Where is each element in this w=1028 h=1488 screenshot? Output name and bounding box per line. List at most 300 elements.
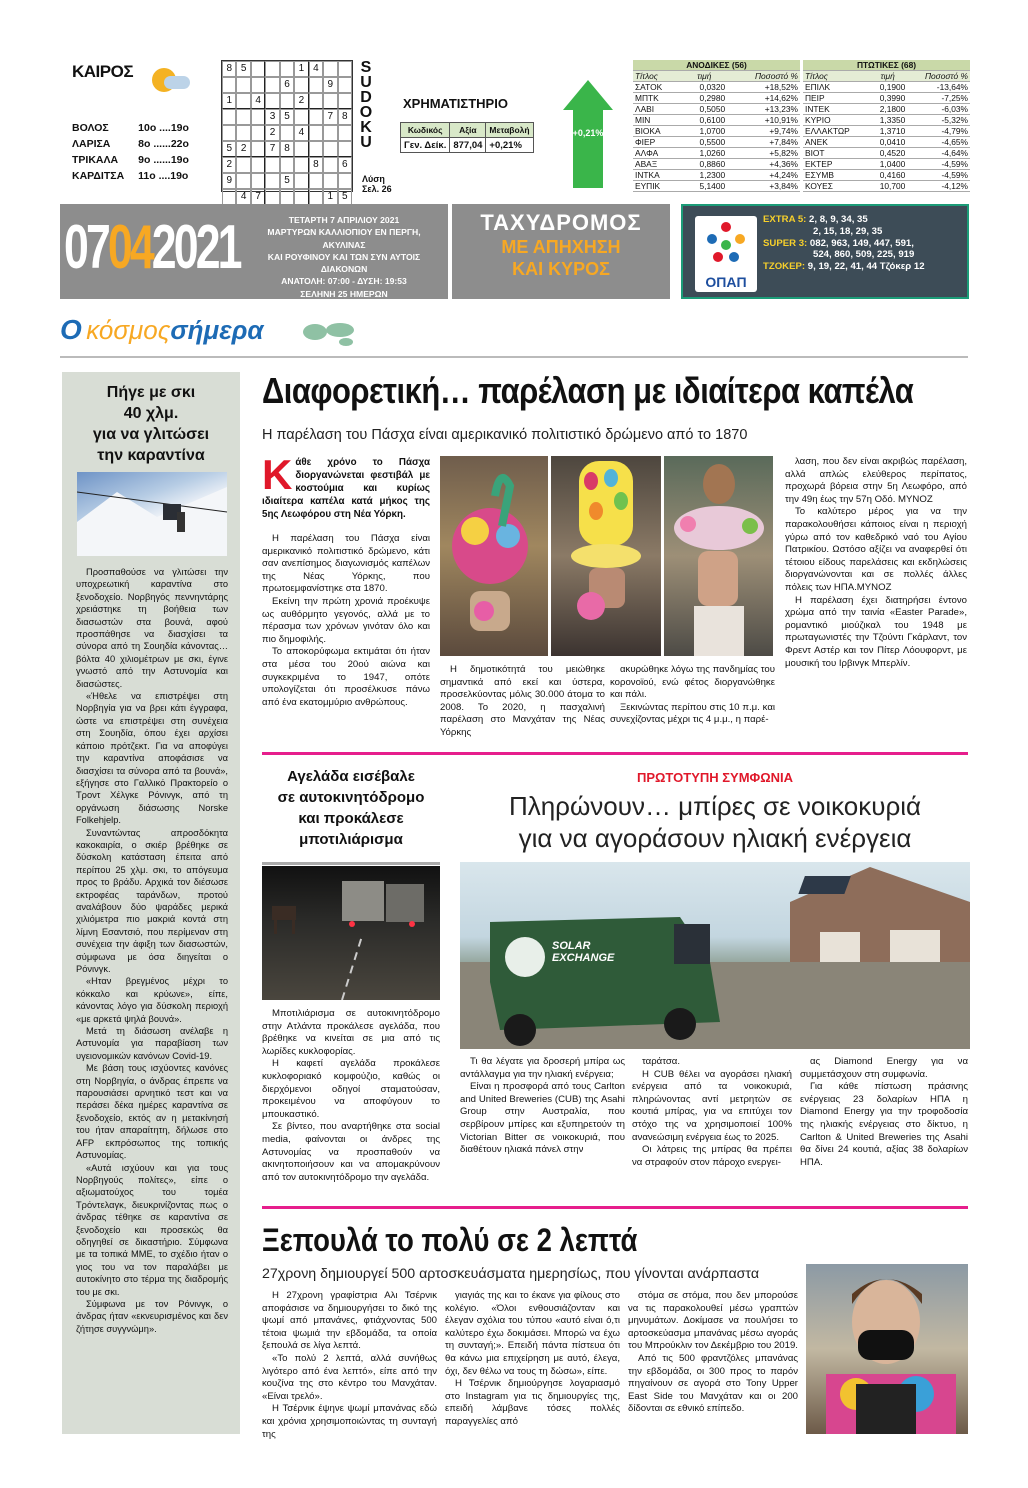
sudoku-cell <box>323 61 337 77</box>
paragraph: «Αυτά ισχύουν και για τους Νορβηγούς πολίτες», είπε ο αξιωματούχος του τομέα Τρόντελαγκ, διευκρινίζοντας πως ο άνδρας τέθηκε σε καραντίνα σε ξενοδοχείο και προσεκώς θα οδηγηθεί σε δικαστήριο. Σύμφωνα με τα τοπικά ΜΜΕ, το σχέδιο ήταν ο γιος του να τον παραλάβει με αυτοκίνητο στο τέρμα της διαδρομής του με σκι. <box>76 1162 228 1297</box>
stock-price: 0,4160 <box>868 170 907 181</box>
paragraph: Η παρέλαση έχει διατηρήσει έντονο χρώμα από την ταινία «Easter Parade», ρομαντικό μιούζικαλ του 1948 με πρωταγωνιστές την Τζούντι Γκάρλαντ, τον Φρεντ Αστέρ και τον Πίτερ Λόουφορντ, με μουσική του Ιρβινγκ Μπερλίν. <box>785 594 967 669</box>
paragraph: Ξεκινώντας περίπου στις 10 π.μ. και συνεχίζοντας μέχρι τις 4 μ.μ., η παρέ- <box>610 701 775 726</box>
weather-city: ΒΟΛΟΣ <box>72 122 109 134</box>
stock-price: 1,3710 <box>868 126 907 137</box>
stock-price: 0,8860 <box>681 159 727 170</box>
sudoku-cell: 1 <box>323 189 337 205</box>
sudoku-letter: U <box>360 134 372 151</box>
bread-col-2 <box>445 1290 620 1429</box>
losers-title: ΠΤΩΤΙΚΕΣ (68) <box>803 60 970 71</box>
stock-change: +3,84% <box>727 181 800 192</box>
masthead-name: ΤΑΧΥΔΡΟΜΟΣ <box>480 210 642 235</box>
stock-ticker: ΕΥΠΙΚ <box>633 181 681 192</box>
weather-city: ΤΡΙΚΑΛΑ <box>72 154 119 166</box>
sudoku-cell <box>294 141 308 157</box>
stock-change: +13,23% <box>727 104 800 115</box>
cow-body <box>262 1008 440 1184</box>
sudoku-cell <box>338 61 352 77</box>
stock-row <box>803 181 970 192</box>
sudoku-cell <box>251 125 265 141</box>
stock-change: -4,65% <box>907 137 970 148</box>
date-line: ΚΑΙ ΡΟΥΦΙΝΟΥ ΚΑΙ ΤΩΝ ΣΥΝ ΑΥΤΟΙΣ ΔΙΑΚΟΝΩΝ <box>267 251 421 275</box>
flower-hat-figure <box>440 456 548 656</box>
stock-row <box>633 181 800 192</box>
sudoku-grid <box>221 60 353 202</box>
stock-row <box>633 159 800 170</box>
paragraph: Το καλύτερο μέρος για να την παρακολουθήσει κάποιος είναι η περιοχή γύρω από τον καθεδρικό ναό του Αγίου Πατρικίου. Ωστόσο αξίζει να αναφερθεί ότι τέτοιου είδους παρελάσεις και εκδηλώσεις διοργανώνονται και σε πολλές άλλες πόλεις των ΗΠΑ.ΜΥΝΟΖ <box>785 506 967 593</box>
col-header: Ποσοστό % <box>907 71 970 82</box>
stock-price: 1,0260 <box>681 148 727 159</box>
paragraph: Η παρέλαση του Πάσχα είναι αμερικανικό πολιτιστικό δρώμενο, κάτι σαν ανεπίσημος διαγωνισμός καπέλων της Νέας Υόρκης, που πρωτοεμφανίστηκε στα 1870. <box>262 533 430 595</box>
bread-col-3 <box>628 1290 798 1416</box>
stock-change: -6,03% <box>907 104 970 115</box>
sudoku-cell <box>294 109 308 125</box>
paragraph: Μποτιλιάρισμα σε αυτοκινητόδρομο στην Ατλάντα προκάλεσε αγελάδα, που βρέθηκε να κινείται σε μια από τις λωρίδες κυκλοφορίας. <box>262 1008 440 1057</box>
stock-price: 0,5050 <box>681 104 727 115</box>
stock-ticker: ΣΑΤΟΚ <box>633 82 681 93</box>
stock-price: 0,0410 <box>868 137 907 148</box>
losers-table <box>803 60 970 192</box>
parade-lead <box>262 451 430 521</box>
stock-price: 1,2300 <box>681 170 727 181</box>
sudoku-cell: 9 <box>222 173 236 189</box>
van-logo-text: SOLAR EXCHANGE <box>552 940 615 964</box>
index-name: Γεν. Δείκ. <box>401 138 450 153</box>
bread-col3-body <box>628 1290 798 1416</box>
stock-price: 1,0700 <box>681 126 727 137</box>
gainers-title: ΑΝΟΔΙΚΕΣ (56) <box>633 60 800 71</box>
section-word: κόσμος <box>86 315 171 345</box>
weather-title: ΚΑΙΡΟΣ <box>72 62 134 81</box>
stock-ticker: ΠΕΙΡ <box>803 93 868 104</box>
parade-col2-body <box>440 664 605 740</box>
sudoku-cell: 4 <box>236 189 250 205</box>
stock-change: -4,64% <box>907 148 970 159</box>
sudoku-cell <box>251 157 265 173</box>
stock-row <box>803 137 970 148</box>
date-number <box>64 212 240 283</box>
game-numbers: 082, 963, 149, 447, 591, <box>807 237 914 249</box>
paragraph: Η δημοτικότητά του μειώθηκε σημαντικά από εκεί και ύστερα, προσελκύοντας μόλις 30.000 άτομα το 2008. Το 2020, η πασχαλινή παρέλαση στο Μανχάταν της Νέας Υόρκης <box>440 664 605 738</box>
stock-row <box>803 104 970 115</box>
sudoku-cell <box>309 109 323 125</box>
game-numbers: 9, 19, 22, 41, 44 Τζόκερ 12 <box>805 261 925 273</box>
sudoku-cell: 8 <box>309 157 323 173</box>
stock-ticker: ΜΙΝ <box>633 115 681 126</box>
stock-price: 0,6100 <box>681 115 727 126</box>
paragraph: Το αποκορύφωμα εκτιμάται ότι ήταν στα μέσα του 20ού αιώνα και συγκεκριμένα το 1947, οπότε υπολογίζεται ότι προσέλκυσε πάνω από ένα εκατομμύριο ανθρώπους. <box>262 646 430 708</box>
weather-temp: 9ο ......19ο <box>138 154 189 166</box>
sudoku-cell <box>338 77 352 93</box>
sudoku-cell: 2 <box>222 157 236 173</box>
stock-change: -4,59% <box>907 170 970 181</box>
baker-photo <box>806 1264 968 1434</box>
stock-row <box>633 82 800 93</box>
sudoku-cell <box>236 109 250 125</box>
game-numbers: 524, 860, 509, 225, 919 <box>813 249 915 261</box>
paragraph: Τι θα λέγατε για δροσερή μπίρα ως αντάλλαγμα για την ηλιακή ενέργεια; <box>460 1056 625 1080</box>
sudoku-cell: 9 <box>323 77 337 93</box>
date-line: ΤΕΤΑΡΤΗ 7 ΑΠΡΙΛΙΟΥ 2021 <box>288 215 400 225</box>
index-change: +0,21% <box>486 138 533 153</box>
stock-change: +4,36% <box>727 159 800 170</box>
sudoku-cell <box>265 157 279 173</box>
sudoku-letter: K <box>360 119 372 136</box>
parade-col-2 <box>440 664 605 740</box>
stock-row <box>803 159 970 170</box>
slogan-line: ΚΑΙ ΚΥΡΟΣ <box>512 259 610 279</box>
bread-col-1 <box>262 1290 437 1441</box>
parade-headline: Διαφορετική… παρέλαση με ιδιαίτερα καπέλα <box>262 370 914 411</box>
sudoku-cell: 6 <box>280 77 294 93</box>
stock-ticker: ΑΒΑΞ <box>633 159 681 170</box>
solar-col3-body <box>800 1056 968 1169</box>
sudoku-cell: 5 <box>236 61 250 77</box>
col-header: τιμή <box>868 71 907 82</box>
sudoku-cell <box>323 157 337 173</box>
paragraph: Η Τσέρνικ έψηνε ψωμί μπανάνας εδώ και χρόνια χρησιμοποιώντας τη συνταγή της <box>262 1403 437 1440</box>
stock-ticker: ΚΟΥΕΣ <box>803 181 868 192</box>
parade-col-3 <box>610 664 775 727</box>
cow-highway-photo <box>262 866 440 1000</box>
index-value: 877,04 <box>450 138 486 153</box>
stock-price: 10,700 <box>868 181 907 192</box>
paragraph: στόμα σε στόμα, που δεν μπορούσε να τις παρακολουθεί μέσω γραπτών μηνυμάτων. Δοκίμασε να πουλήσει το αρτοσκεύασμα μπανάνας μέσω αγοράς του Μπρούκλιν τον Δεκέμβριο του 2019. <box>628 1290 798 1352</box>
stock-price: 2,1800 <box>868 104 907 115</box>
stock-row <box>803 82 970 93</box>
paragraph: ας Diamond Energy για να συμμετάσχουν στη συμφωνία. <box>800 1056 968 1080</box>
lottery-numbers <box>763 214 925 273</box>
solar-col-3 <box>800 1056 968 1169</box>
sudoku-cell: 8 <box>222 61 236 77</box>
lead-text: άθε χρόνο το Πάσχα διοργανώνεται φεστιβάλ με κοστούμια και κυρίως ιδιαίτερα καπέλα κατά μήκος της 5ης Λεωφόρου στη Νέα Υόρκη. <box>262 457 430 520</box>
parade-subtitle: Η παρέλαση του Πάσχα είναι αμερικανικό πολιτιστικό δρώμενο από το 1870 <box>262 427 748 443</box>
parade-col1-body <box>262 533 430 709</box>
sudoku-letter: O <box>359 104 373 121</box>
date-details <box>246 214 442 300</box>
sudoku-cell: 7 <box>323 109 337 125</box>
game-numbers: 2, 15, 18, 29, 35 <box>813 225 883 237</box>
sudoku-cell: 2 <box>294 93 308 109</box>
solar-col2-body <box>632 1056 792 1169</box>
sudoku-cell <box>222 189 236 205</box>
sudoku-cell <box>294 189 308 205</box>
stock-ticker: ΙΝΤΕΚ <box>803 104 868 115</box>
sudoku-cell: 7 <box>251 189 265 205</box>
slogan-line: ΜΕ ΑΠΗΧΗΣΗ <box>501 237 621 257</box>
sudoku-letter: S <box>360 59 372 76</box>
sudoku-cell: 8 <box>338 109 352 125</box>
sudoku-cell: 1 <box>294 61 308 77</box>
stock-row <box>633 137 800 148</box>
stock-row <box>633 170 800 181</box>
photo-panel <box>664 456 773 656</box>
sudoku-cell <box>280 93 294 109</box>
sudoku-cell <box>251 141 265 157</box>
stock-title: ΧΡΗΜΑΤΙΣΤΗΡΙΟ <box>403 96 508 111</box>
weather-box <box>72 62 212 192</box>
baker-illustration <box>806 1264 968 1434</box>
sudoku-title <box>358 60 374 150</box>
bread-col2-body <box>445 1290 620 1429</box>
solar-kicker: ΠΡΩΤΟΤΥΠΗ ΣΥΜΦΩΝΙΑ <box>636 770 794 785</box>
photo-panel <box>440 456 548 656</box>
date-month: 04 <box>107 213 152 282</box>
sudoku-cell: 1 <box>222 93 236 109</box>
sudoku-cell <box>251 173 265 189</box>
sudoku-cell: 4 <box>294 125 308 141</box>
game-label: EXTRA 5: <box>763 214 807 225</box>
sudoku-cell <box>236 125 250 141</box>
stock-ticker: ΑΛΦΑ <box>633 148 681 159</box>
sudoku-cell <box>251 61 265 77</box>
date-year: 2021 <box>151 213 240 282</box>
arrow-label: +0,21% <box>572 128 604 138</box>
col-header: Αξία <box>450 123 486 138</box>
paragraph: «Το πολύ 2 λεπτά, αλλά συνήθως λιγότερο από ένα λεπτό», είπε από την κουζίνα της στο κέντρο του Μανχάταν. «Είναι τρελό». <box>262 1352 437 1402</box>
paragraph: λαση, που δεν είναι ακριβώς παρέλαση, αλλά απλώς ελεύθερος περίπατος, προχωρά βόρεια στην 5η Λεωφόρο, από την 49η έως την 57η Οδό. ΜΥΝΟΖ <box>785 456 967 505</box>
stock-ticker: ΜΠΤΚ <box>633 93 681 104</box>
stock-change: +14,62% <box>727 93 800 104</box>
paragraph: Μετά τη διάσωση ανέλαβε η Αστυνομία για παραβίαση των υγειονομικών κανόνων Covid-19. <box>76 1026 228 1061</box>
stock-ticker: ΦΙΕΡ <box>633 137 681 148</box>
stock-row <box>633 93 800 104</box>
ski-lift-illustration <box>77 472 227 556</box>
dropcap: Κ <box>262 451 293 498</box>
sidebar-headline: Πήγε με σκι 40 χλμ. για να γλιτώσει την καραντίνα <box>92 384 210 464</box>
stock-ticker: ΕΛΛΑΚΤΩΡ <box>803 126 868 137</box>
paragraph: Είναι η προσφορά από τους Carlton and United Breweries (CUB) της Asahi Group στην Αυστραλία, που σερβίρουν μπίρες και εξυπηρετούν τη Victorian Bitter σε νοικοκυριά, που διαθέτουν ηλιακά πάνελ στην <box>460 1081 625 1156</box>
stock-row <box>803 93 970 104</box>
sudoku-letter: U <box>360 74 372 91</box>
paragraph: Συναντώντας απροσδόκητα κακοκαιρία, ο σκιέρ βρέθηκε σε δύσκολη κατάσταση έπειτα από περίπου 25 χλμ. σκι, το απόγευμα προς το βράδυ. Αρχικά τον διέσωσε εκτροφέας ταράνδων, προτού αναλάβουν δύο ψαράδες μερικά χιλιόμετρα πιο μακριά κοντά στη λίμνη Εσαντσιό, που περίμεναν στη συνέχεια την άφιξη των διασωστών, σύμφωνα με όσα διηγείται ο Ρόνινγκ. <box>76 827 228 974</box>
stock-price: 5,1400 <box>681 181 727 192</box>
sudoku-cell <box>236 173 250 189</box>
sudoku-cell <box>265 93 279 109</box>
opap-logo <box>695 216 757 292</box>
gainers-table <box>633 60 800 192</box>
parade-col3-body <box>610 664 775 727</box>
easter-hats-photo <box>440 456 773 656</box>
egg-hat-figure <box>551 456 661 656</box>
sudoku-cell: 6 <box>338 157 352 173</box>
weather-temp: 8ο ......22ο <box>138 138 189 150</box>
sudoku-cell: 2 <box>236 141 250 157</box>
sudoku-cell <box>280 157 294 173</box>
sidebar-body <box>76 566 228 1335</box>
up-arrow-icon <box>563 80 613 190</box>
stock-price: 0,0320 <box>681 82 727 93</box>
sudoku-cell <box>323 141 337 157</box>
stock-change: +4,24% <box>727 170 800 181</box>
col-header: Ποσοστό % <box>727 71 800 82</box>
paragraph: Για κάθε πίστωση πράσινης ενέργειας 23 δολαρίων ΗΠΑ η Diamond Energy για την τροφοδοσία της ηλιακής ενέργειας στο δίκτυο, η Carlton & United Breweries της Asahi θα δίνει 24 κουτιά, αξίας 38 δολαρίων ΗΠΑ. <box>800 1081 968 1168</box>
parade-col-4 <box>785 456 967 670</box>
sudoku-cell <box>265 189 279 205</box>
photo-panel <box>551 456 661 656</box>
paragraph: «Ηταν βρεγμένος μέχρι το κόκκαλο και κρύωνε», είπε, κάνοντας λόγο για δύσκολη περιοχή «με αρκετά ψηλά βουνά». <box>76 976 228 1024</box>
sudoku-cell <box>280 189 294 205</box>
stock-change: +5,82% <box>727 148 800 159</box>
stock-change: -13,64% <box>907 82 970 93</box>
sudoku-cell <box>323 125 337 141</box>
sudoku-cell: 5 <box>222 141 236 157</box>
stock-row <box>633 104 800 115</box>
cloud-icon <box>164 76 190 89</box>
date-day: 07 <box>64 213 108 282</box>
date-banner <box>60 204 448 299</box>
parade-col-1 <box>262 451 430 709</box>
paragraph: Η CUB θέλει να αγοράσει ηλιακή ενέργεια από τα νοικοκυριά, πληρώνοντας αντί μετρητών σε κουτιά μπίρας, για να επιτύχει τον στόχο της να χρησιμοποιεί 100% ανανεώσιμη ενέργεια έως το 2025. <box>632 1068 792 1143</box>
stock-change: -4,12% <box>907 181 970 192</box>
bread-subtitle: 27χρονη δημιουργεί 500 αρτοσκευάσματα ημερησίως, που γίνονται ανάρπαστα <box>262 1266 760 1282</box>
weather-city: ΚΑΡΔΙΤΣΑ <box>72 170 125 182</box>
van-house-illustration <box>460 862 970 1049</box>
sudoku-cell <box>251 109 265 125</box>
bread-col1-body <box>262 1290 437 1441</box>
paragraph: Σύμφωνα με τον Ρόνινγκ, ο άνδρας ήταν «εκνευρισμένος και δεν ζήτησε συγγνώμη». <box>76 1298 228 1334</box>
weather-temp: 10ο ....19ο <box>138 122 189 134</box>
solar-col-1 <box>460 1056 625 1157</box>
sudoku-cell <box>338 173 352 189</box>
sudoku-cell <box>309 173 323 189</box>
stock-price: 1,3350 <box>868 115 907 126</box>
world-map-icon <box>300 318 360 348</box>
sudoku-cell <box>309 125 323 141</box>
sudoku-cell <box>309 189 323 205</box>
ski-photo <box>77 472 227 556</box>
sudoku-cell <box>265 77 279 93</box>
sudoku-cell: 3 <box>265 109 279 125</box>
section-header <box>60 314 968 354</box>
sudoku-letter: D <box>360 89 372 106</box>
stock-row <box>633 115 800 126</box>
stock-change: -7,25% <box>907 93 970 104</box>
section-divider <box>60 356 968 358</box>
date-line: ΜΑΡΤΥΡΩΝ ΚΑΛΛΙΟΠΙΟΥ ΕΝ ΠΕΡΓΗ, ΑΚΥΛΙΝΑΣ <box>267 227 421 250</box>
sudoku-cell <box>265 61 279 77</box>
stock-index-table <box>400 122 534 153</box>
stock-ticker: ΕΣΥΜΒ <box>803 170 868 181</box>
sudoku-cell <box>222 125 236 141</box>
paragraph: Οι λάτρεις της μπίρας θα πρέπει να στραφούν στον πάροχο ενεργει- <box>632 1144 792 1168</box>
sudoku-cell <box>338 125 352 141</box>
paragraph: ακυρώθηκε λόγω της πανδημίας του κορονοϊού, ενώ φέτος διοργανώθηκε και πάλι. <box>610 664 775 701</box>
stock-price: 1,0400 <box>868 159 907 170</box>
paragraph: Σε βίντεο, που αναρτήθηκε στα social media, φαίνονται οι άνδρες της Αστυνομίας να προσπαθούν να ακινητοποιήσουν και να απομακρύνουν από τον αυτοκινητόδρομο την αγελάδα. <box>262 1121 440 1183</box>
solar-col-2 <box>632 1056 792 1169</box>
sudoku-cell: 5 <box>280 173 294 189</box>
stock-row <box>633 126 800 137</box>
stock-price: 0,5500 <box>681 137 727 148</box>
stock-row <box>803 115 970 126</box>
solar-col1-body <box>460 1056 625 1157</box>
stock-change: -4,79% <box>907 126 970 137</box>
sudoku-cell: 5 <box>338 189 352 205</box>
paragraph: Εκείνη την πρώτη χρονιά προέκυψε ως αυθόρμητο γεγονός, αλλά με το πέρασμα των χρόνων γινόταν όλο και πιο δημοφιλής. <box>262 595 430 645</box>
sudoku-cell: 4 <box>251 93 265 109</box>
parade-col4-body <box>785 456 967 670</box>
lottery-results <box>681 204 969 299</box>
sudoku-solution-ref: Λύση Σελ. 26 <box>362 174 392 194</box>
stock-price: 0,3990 <box>868 93 907 104</box>
paragraph: γιαγιάς της και το έκανε για φίλους στο κολέγιο. «Όλοι ενθουσιάζονταν και έλεγαν σχόλια του τύπου «αυτό είναι ό,τι καλύτερο έχω δοκιμάσει. Μπορώ να έχω τη συνταγή;». Επειδή πάντα πίστευα ότι θα κάνω μια επιχείρηση με αυτό, έλεγα, όχι, δεν θέλω να τους τη δώσω», είπε. <box>445 1290 620 1377</box>
weather-table <box>72 120 189 184</box>
cow-rule <box>262 862 440 865</box>
stock-change: +18,52% <box>727 82 800 93</box>
paragraph: «Ήθελε να επιστρέψει στη Νορβηγία για να βρει κάτι έγγραφα, ώστε να επιστρέψει στη συνέχεια στη Σουηδία, όπου έχει αρχίσει κάποιο πρότζεκτ. Για να αποφύγει την καραντίνα αποφάσισε να διασχίσει τα σύνορα από τα βουνά», εξήγησε στο Γαλλικό Πρακτορείο ο Τροντ Χέλγκε Ρόνινγκ, από τη οργάνωση διάσωσης Norske Folkehjelp. <box>76 691 228 826</box>
stock-change: +9,74% <box>727 126 800 137</box>
sudoku-cell <box>338 141 352 157</box>
sudoku-cell: 8 <box>280 141 294 157</box>
date-line: ΣΕΛΗΝΗ 25 ΗΜΕΡΩΝ <box>300 288 388 299</box>
stock-row <box>803 148 970 159</box>
sudoku-cell <box>251 77 265 93</box>
highway-illustration <box>262 866 440 1000</box>
masthead-slogan <box>452 204 670 299</box>
sudoku-cell <box>294 173 308 189</box>
solar-van-photo <box>460 862 970 1049</box>
sudoku-cell <box>323 173 337 189</box>
section-word: σήμερα <box>170 315 264 345</box>
stock-price: 0,1900 <box>868 82 907 93</box>
stock-ticker: ΚΥΡΙΟ <box>803 115 868 126</box>
sudoku-cell: 4 <box>309 61 323 77</box>
sudoku-cell <box>294 157 308 173</box>
weather-temp: 11ο ....19ο <box>138 170 189 182</box>
stock-change: -5,32% <box>907 115 970 126</box>
sudoku-cell <box>280 61 294 77</box>
sudoku-cell <box>222 77 236 93</box>
sudoku-cell: 5 <box>280 109 294 125</box>
section-rule <box>262 752 968 755</box>
stock-ticker: ΕΠΙΛΚ <box>803 82 868 93</box>
paragraph: Από τις 500 φραντζόλες μπανάνας την εβδομάδα, οι 300 προς το παρόν πηγαίνουν σε αγορά στο Tony Upper East Side του Μανχάταν και οι 200 δίδονται σε εθνικό επίπεδο. <box>628 1352 798 1415</box>
paragraph: Η 27χρονη γραφίστρια Αλι Τσέρνικ αποφάσισε να δημιουργήσει το δικό της ψωμί από μπανάνες, φτιάχνοντας 500 τέτοια ψωμιά την εβδομάδα, τα οποία ξεπουλά σε λίγα λεπτά. <box>262 1290 437 1352</box>
stock-price: 0,2980 <box>681 93 727 104</box>
paragraph: Η καφετί αγελάδα προκάλεσε κυκλοφοριακό κομφούζιο, καθώς οι διερχόμενοι οδηγοί σταματούσαν, προκειμένου να αποφύγουν το μπουκαστικό. <box>262 1058 440 1120</box>
sudoku-cell <box>323 93 337 109</box>
col-header: Τίτλος <box>633 71 681 82</box>
weather-city: ΛΑΡΙΣΑ <box>72 138 111 150</box>
paragraph: Με βάση τους ισχύοντες κανόνες στη Νορβηγία, ο άνδρας έπρεπε να παρουσιάσει αρνητικό τεστ και να περάσει δέκα ημέρες καραντίνα σε ξενοδοχείο, εκτός αν η μετακίνησή του ήταν απαραίτητη, δήλωσε στο AFP εκπρόσωπος της τοπικής Αστυνομίας. <box>76 1063 228 1161</box>
game-numbers: 2, 8, 9, 34, 35 <box>806 214 868 225</box>
sudoku-cell <box>236 77 250 93</box>
sudoku-cell <box>309 77 323 93</box>
col-header: Μεταβολή <box>486 123 533 138</box>
sudoku-cell: 7 <box>265 141 279 157</box>
stock-ticker: ΑΝΕΚ <box>803 137 868 148</box>
date-line: ΑΝΑΤΟΛΗ: 07:00 - ΔΥΣΗ: 19:53 <box>281 276 407 287</box>
stock-row <box>803 126 970 137</box>
cow-body-text <box>262 1008 440 1184</box>
stock-ticker: ΕΚΤΕΡ <box>803 159 868 170</box>
sudoku-cell <box>236 93 250 109</box>
col-header: Κωδικός <box>401 123 450 138</box>
paragraph: ταράτσα. <box>642 1056 680 1067</box>
game-label: ΤΖΟΚΕΡ: <box>763 261 806 273</box>
sudoku-cell <box>280 125 294 141</box>
sudoku-cell <box>309 93 323 109</box>
sudoku-cell: 2 <box>265 125 279 141</box>
sudoku-cell <box>236 157 250 173</box>
stock-ticker: ΒΙΟΚΑ <box>633 126 681 137</box>
bread-headline: Ξεπουλά το πολύ σε 2 λεπτά <box>262 1222 638 1258</box>
stock-ticker: ΙΝΤΚΑ <box>633 170 681 181</box>
sidebar-story <box>62 372 240 1434</box>
stock-ticker: ΒΙΟΤ <box>803 148 868 159</box>
